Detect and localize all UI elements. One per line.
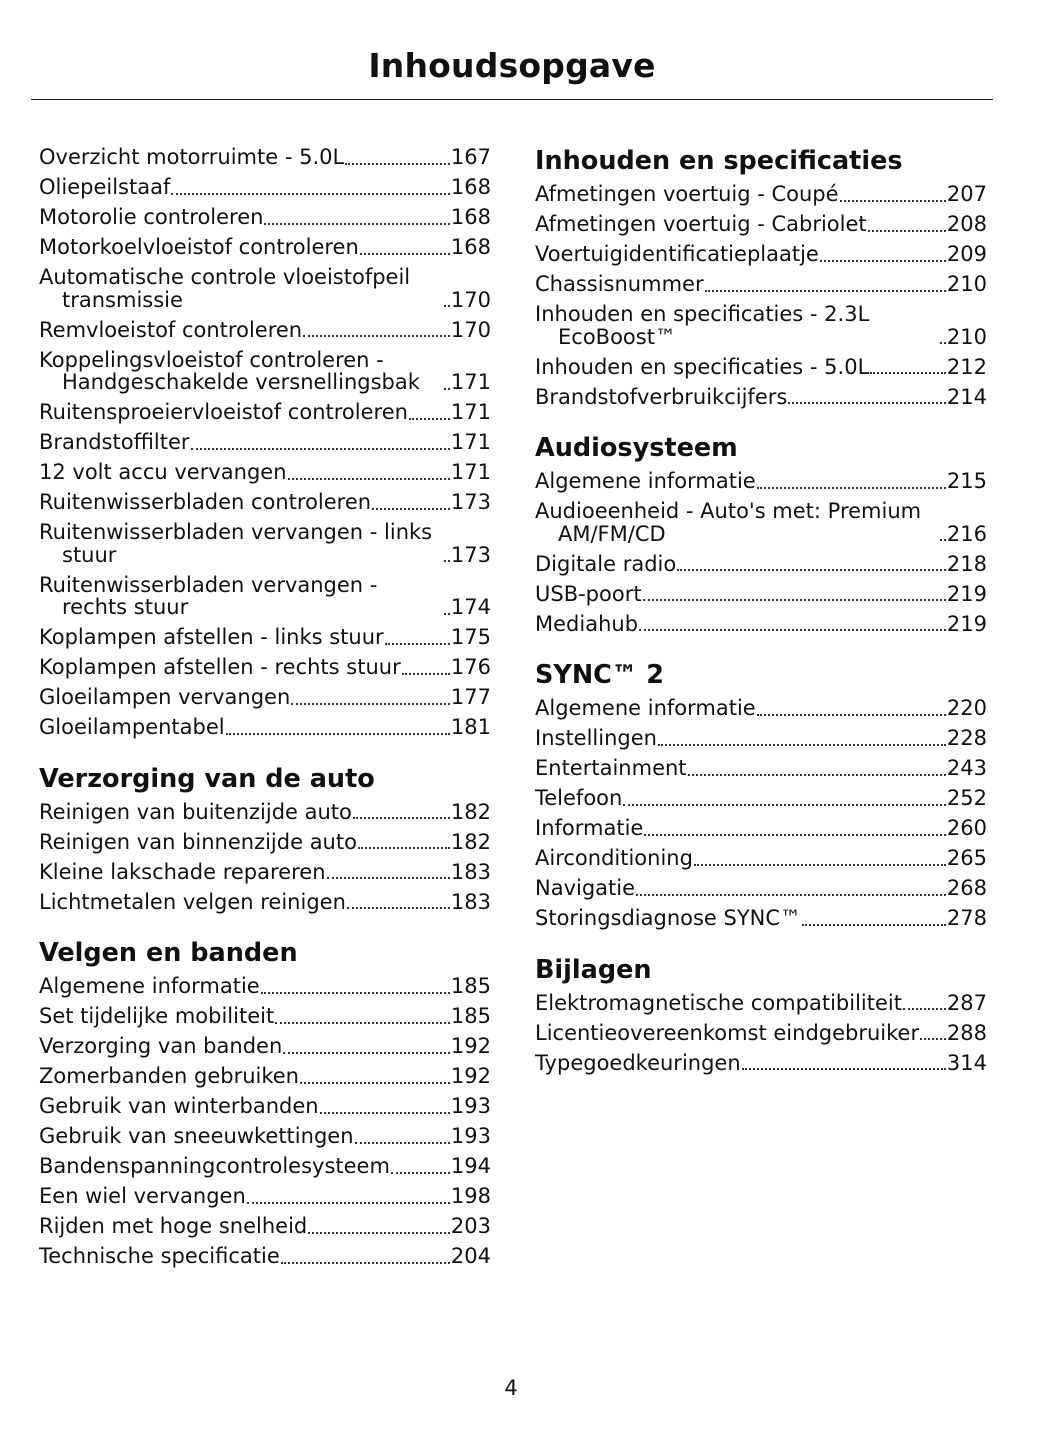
dot-leader xyxy=(658,744,946,746)
toc-entry[interactable] xyxy=(535,877,987,900)
toc-entry-title: Voertuigidentificatieplaatje xyxy=(535,242,819,266)
toc-entry-title: Rijden met hoge snelheid xyxy=(39,1214,308,1238)
toc-entry-title: Gloeilampentabel xyxy=(39,715,225,739)
dot-leader xyxy=(444,305,450,307)
toc-entry[interactable] xyxy=(39,521,491,566)
toc-entry-title: Ruitenwisserbladen vervangen - rechts stuur xyxy=(39,572,378,619)
toc-entry[interactable] xyxy=(535,386,987,409)
toc-entry-title: 12 volt accu vervangen xyxy=(39,460,287,484)
toc-entry[interactable] xyxy=(39,891,491,914)
toc-entry-title: Zomerbanden gebruiken xyxy=(39,1064,299,1088)
dot-leader xyxy=(300,1082,450,1084)
toc-entry-page: 219 xyxy=(946,581,987,606)
toc-entry-page: 182 xyxy=(450,799,491,824)
toc-entry[interactable] xyxy=(39,1035,491,1058)
toc-entry[interactable] xyxy=(39,831,491,854)
toc-entry[interactable] xyxy=(39,1185,491,1208)
toc-entry-title: Afmetingen voertuig - Coupé xyxy=(535,182,839,206)
toc-entry-page: 185 xyxy=(450,974,491,998)
section-heading-velgen-en-banden: Velgen en banden xyxy=(39,938,298,968)
toc-entry-page: 268 xyxy=(946,876,987,900)
toc-entry-title: Gebruik van sneeuwkettingen xyxy=(39,1124,354,1148)
toc-entry[interactable] xyxy=(39,1095,491,1118)
dot-leader xyxy=(636,894,946,896)
dot-leader xyxy=(742,1068,946,1070)
toc-entry-page: 181 xyxy=(450,715,491,739)
dot-leader xyxy=(281,1262,450,1264)
toc-entry[interactable] xyxy=(535,553,987,576)
toc-entry[interactable] xyxy=(535,273,987,296)
dot-leader xyxy=(355,1142,450,1144)
dot-leader xyxy=(903,1008,946,1010)
toc-entry-page: 168 xyxy=(450,235,491,259)
toc-entry-title: Een wiel vervangen xyxy=(39,1184,246,1208)
page-title: Inhoudsopgave xyxy=(368,46,656,85)
toc-entry-page: 314 xyxy=(946,1050,987,1075)
dot-leader xyxy=(308,1232,450,1234)
dot-leader xyxy=(677,569,946,571)
toc-entry-page: 204 xyxy=(450,1244,491,1268)
toc-entry[interactable] xyxy=(39,461,491,484)
toc-entry-title: Ruitensproeiervloeistof controleren xyxy=(39,400,408,424)
toc-entry[interactable] xyxy=(39,1125,491,1148)
toc-entry-title: Brandstoffilter xyxy=(39,430,190,454)
toc-entry-page: 203 xyxy=(450,1214,491,1238)
dot-leader xyxy=(261,992,450,994)
dot-leader xyxy=(757,714,946,716)
toc-entry-title: Airconditioning xyxy=(535,846,693,870)
toc-entry[interactable] xyxy=(39,975,491,998)
dot-leader xyxy=(247,1202,450,1204)
toc-entry-title: Chassisnummer xyxy=(535,272,704,296)
toc-entry-title: Brandstofverbruikcijfers xyxy=(535,384,788,409)
toc-entry[interactable] xyxy=(39,1065,491,1088)
toc-entry-page: 216 xyxy=(946,521,987,546)
toc-entry[interactable] xyxy=(39,491,491,514)
toc-entry-page: 168 xyxy=(450,175,491,199)
toc-entry-title: Afmetingen voertuig - Cabriolet xyxy=(535,212,867,236)
toc-entry-title: Typegoedkeuringen xyxy=(535,1050,741,1075)
toc-entry[interactable] xyxy=(39,146,491,169)
toc-entry[interactable] xyxy=(535,697,987,720)
toc-entry-title: Entertainment xyxy=(535,756,687,780)
toc-entry-title: Motorolie controleren xyxy=(39,205,264,229)
toc-entry-page: 170 xyxy=(450,287,491,312)
dot-leader xyxy=(840,200,946,202)
toc-entry-page: 175 xyxy=(450,625,491,649)
toc-entry-page: 177 xyxy=(450,685,491,709)
dot-leader xyxy=(688,774,946,776)
dot-leader xyxy=(353,817,450,819)
toc-entry-title: Bandenspanningcontrolesysteem xyxy=(39,1154,390,1178)
toc-entry-page: 214 xyxy=(946,384,987,409)
toc-entry-title: Reinigen van binnenzijde auto xyxy=(39,829,357,854)
dot-leader xyxy=(171,193,450,195)
toc-entry-page: 173 xyxy=(450,490,491,514)
dot-leader xyxy=(303,335,450,337)
toc-entry[interactable] xyxy=(39,319,491,342)
toc-entry-page: 167 xyxy=(450,145,491,169)
toc-entry-page: 192 xyxy=(450,1034,491,1058)
toc-entry[interactable] xyxy=(535,303,987,348)
dot-leader xyxy=(288,478,450,480)
dot-leader xyxy=(360,253,450,255)
dot-leader xyxy=(639,629,946,631)
toc-entry[interactable] xyxy=(39,266,491,311)
dot-leader xyxy=(444,560,450,562)
toc-entry[interactable] xyxy=(535,787,987,810)
toc-entry-title: Digitale radio xyxy=(535,551,677,576)
toc-entry-title: USB-poort xyxy=(535,581,642,606)
toc-entry-page: 185 xyxy=(450,1004,491,1028)
dot-leader xyxy=(820,260,946,262)
toc-entry[interactable] xyxy=(535,757,987,780)
toc-entry-page: 194 xyxy=(450,1154,491,1178)
toc-entry[interactable] xyxy=(535,243,987,266)
dot-leader xyxy=(940,342,946,344)
toc-entry[interactable] xyxy=(39,574,491,619)
dot-leader xyxy=(802,924,946,926)
toc-entry[interactable] xyxy=(39,861,491,884)
dot-leader xyxy=(291,703,450,705)
dot-leader xyxy=(694,864,946,866)
toc-entry-title: Gloeilampen vervangen xyxy=(39,685,291,709)
toc-entry[interactable] xyxy=(535,847,987,870)
toc-entry-title: Oliepeilstaaf xyxy=(39,175,171,199)
dot-leader xyxy=(444,613,450,615)
toc-entry[interactable] xyxy=(535,500,987,545)
toc-entry-title: Ruitenwisserbladen controleren xyxy=(39,490,372,514)
toc-entry[interactable] xyxy=(39,686,491,709)
toc-entry[interactable] xyxy=(39,1215,491,1238)
toc-entry-title: Koplampen afstellen - links stuur xyxy=(39,625,384,649)
toc-left-column xyxy=(39,146,491,1275)
toc-entry-page: 171 xyxy=(450,460,491,484)
toc-entry-page: 198 xyxy=(450,1184,491,1208)
toc-entry-title: Algemene informatie xyxy=(535,696,756,720)
toc-entry-page: 287 xyxy=(946,990,987,1015)
toc-entry-title: Audioeenheid - Auto's met: Premium AM/FM/CD xyxy=(535,499,922,546)
toc-entry-title: Remvloeistof controleren xyxy=(39,317,303,342)
dot-leader xyxy=(870,372,946,374)
dot-leader xyxy=(264,223,449,225)
toc-entry-page: 183 xyxy=(450,889,491,914)
section-heading-bijlagen: Bijlagen xyxy=(535,954,652,985)
toc-entry[interactable] xyxy=(535,183,987,206)
toc-entry[interactable] xyxy=(535,613,987,636)
toc-entry-page: 182 xyxy=(450,829,491,854)
toc-entry[interactable] xyxy=(39,206,491,229)
toc-entry[interactable] xyxy=(39,801,491,824)
toc-entry-title: Verzorging van banden xyxy=(39,1034,283,1058)
toc-entry[interactable] xyxy=(39,349,491,394)
toc-entry[interactable] xyxy=(39,656,491,679)
dot-leader xyxy=(402,673,450,675)
toc-entry-page: 171 xyxy=(450,430,491,454)
toc-entry[interactable] xyxy=(535,470,987,493)
toc-entry-page: 171 xyxy=(450,400,491,424)
dot-leader xyxy=(358,847,450,849)
toc-entry-page: 207 xyxy=(946,182,987,206)
toc-entry-page: 252 xyxy=(946,786,987,810)
page-number: 4 xyxy=(504,1376,518,1400)
toc-entry-title: Gebruik van winterbanden xyxy=(39,1094,319,1118)
dot-leader xyxy=(226,733,450,735)
toc-entry-title: Licentieovereenkomst eindgebruiker xyxy=(535,1020,920,1045)
toc-entry-page: 209 xyxy=(946,242,987,266)
dot-leader xyxy=(920,1038,946,1040)
toc-entry-page: 170 xyxy=(450,317,491,342)
toc-entry-title: Ruitenwisserbladen vervangen - links stuur xyxy=(39,520,433,567)
toc-entry[interactable] xyxy=(39,176,491,199)
toc-entry-page: 218 xyxy=(946,551,987,576)
toc-entry[interactable] xyxy=(39,401,491,424)
toc-entry-title: Informatie xyxy=(535,816,644,840)
dot-leader xyxy=(444,388,450,390)
toc-entry-title: Storingsdiagnose SYNC™ xyxy=(535,906,802,930)
toc-entry-title: Mediahub xyxy=(535,611,639,636)
toc-entry[interactable] xyxy=(535,213,987,236)
toc-entry-page: 210 xyxy=(946,324,987,349)
toc-entry[interactable] xyxy=(39,431,491,454)
toc-entry[interactable] xyxy=(535,356,987,379)
toc-entry[interactable] xyxy=(535,992,987,1015)
dot-leader xyxy=(372,508,450,510)
dot-leader xyxy=(940,539,946,541)
toc-entry[interactable] xyxy=(535,727,987,750)
toc-entry-title: Automatische controle vloeistofpeil transmissie xyxy=(39,265,411,312)
toc-entry-title: Reinigen van buitenzijde auto xyxy=(39,799,352,824)
toc-entry-title: Lichtmetalen velgen reinigen xyxy=(39,889,346,914)
dot-leader xyxy=(643,599,946,601)
toc-entry-page: 243 xyxy=(946,756,987,780)
toc-entry-page: 260 xyxy=(946,816,987,840)
toc-entry-title: Koppelingsvloeistof controleren - Handgeschakelde versnellingsbak xyxy=(39,347,420,394)
dot-leader xyxy=(391,1172,450,1174)
toc-entry-page: 171 xyxy=(450,370,491,394)
toc-entry-page: 193 xyxy=(450,1124,491,1148)
toc-entry-title: Inhouden en specificaties - 5.0L xyxy=(535,354,870,379)
dot-leader xyxy=(191,448,450,450)
toc-right-column xyxy=(535,147,987,1082)
toc-entry-page: 265 xyxy=(946,846,987,870)
section-heading-audiosysteem: Audiosysteem xyxy=(535,433,738,463)
dot-leader xyxy=(868,230,946,232)
toc-entry-page: 183 xyxy=(450,859,491,884)
toc-entry-page: 220 xyxy=(946,696,987,720)
toc-entry[interactable] xyxy=(39,716,491,739)
toc-entry[interactable] xyxy=(39,236,491,259)
toc-entry[interactable] xyxy=(39,1245,491,1268)
dot-leader xyxy=(788,402,946,404)
toc-entry-page: 228 xyxy=(946,726,987,750)
toc-entry-page: 212 xyxy=(946,354,987,379)
toc-entry[interactable] xyxy=(535,817,987,840)
toc-entry-title: Telefoon xyxy=(535,786,623,810)
toc-entry-page: 288 xyxy=(946,1020,987,1045)
dot-leader xyxy=(385,643,450,645)
dot-leader xyxy=(347,907,450,909)
toc-entry-title: Instellingen xyxy=(535,726,657,750)
toc-entry-title: Elektromagnetische compatibiliteit xyxy=(535,990,902,1015)
dot-leader xyxy=(327,877,450,879)
toc-entry-title: Algemene informatie xyxy=(535,469,756,493)
toc-entry-page: 215 xyxy=(946,469,987,493)
toc-entry-title: Inhouden en specificaties - 2.3L EcoBoost™ xyxy=(535,302,870,349)
toc-entry[interactable] xyxy=(39,1155,491,1178)
dot-leader xyxy=(623,804,946,806)
toc-entry-page: 176 xyxy=(450,655,491,679)
dot-leader xyxy=(275,1022,450,1024)
toc-entry-page: 208 xyxy=(946,212,987,236)
section-heading-verzorging-van-de-auto: Verzorging van de auto xyxy=(39,763,375,794)
dot-leader xyxy=(644,834,946,836)
toc-entry-page: 168 xyxy=(450,205,491,229)
toc-entry-title: Technische specificatie xyxy=(39,1244,280,1268)
toc-entry-page: 193 xyxy=(450,1094,491,1118)
toc-entry-page: 219 xyxy=(946,611,987,636)
dot-leader xyxy=(705,290,946,292)
toc-entry-page: 192 xyxy=(450,1064,491,1088)
toc-entry[interactable] xyxy=(39,626,491,649)
title-divider xyxy=(31,99,993,100)
dot-leader xyxy=(320,1112,450,1114)
toc-entry-page: 174 xyxy=(450,595,491,619)
toc-entry[interactable] xyxy=(535,1052,987,1075)
toc-entry[interactable] xyxy=(39,1005,491,1028)
toc-entry-title: Set tijdelijke mobiliteit xyxy=(39,1004,275,1028)
toc-entry-title: Kleine lakschade repareren xyxy=(39,859,326,884)
dot-leader xyxy=(757,487,946,489)
toc-entry-page: 210 xyxy=(946,272,987,296)
toc-entry-page: 278 xyxy=(946,906,987,930)
dot-leader xyxy=(283,1052,450,1054)
dot-leader xyxy=(345,163,450,165)
dot-leader xyxy=(409,418,450,420)
toc-entry-title: Koplampen afstellen - rechts stuur xyxy=(39,655,401,679)
toc-entry[interactable] xyxy=(535,907,987,930)
toc-entry[interactable] xyxy=(535,583,987,606)
section-heading-inhouden-en-specificaties: Inhouden en specificaties xyxy=(535,146,903,176)
section-heading-sync-2: SYNC™ 2 xyxy=(535,660,665,690)
toc-entry[interactable] xyxy=(535,1022,987,1045)
toc-entry-title: Algemene informatie xyxy=(39,974,260,998)
toc-entry-title: Overzicht motorruimte - 5.0L xyxy=(39,145,345,169)
toc-entry-title: Motorkoelvloeistof controleren xyxy=(39,235,359,259)
toc-entry-page: 173 xyxy=(450,542,491,567)
toc-entry-title: Navigatie xyxy=(535,876,636,900)
